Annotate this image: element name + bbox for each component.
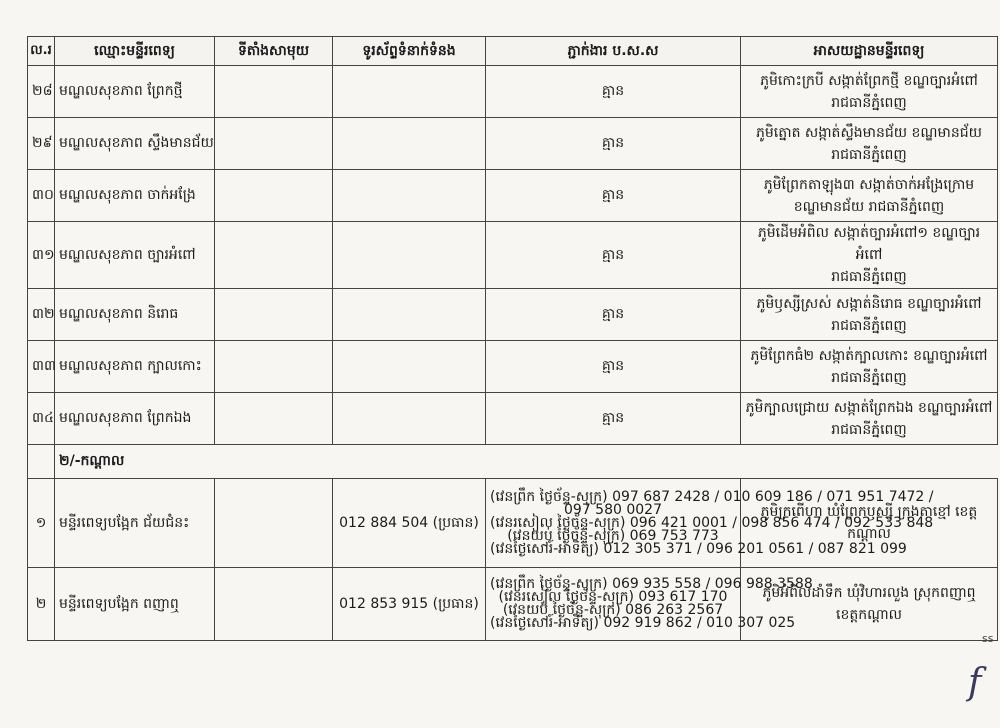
section-row [28, 445, 998, 479]
table-row [28, 479, 998, 568]
address-line: ខេត្តកណ្ដាល [836, 607, 902, 623]
table-row [28, 222, 998, 289]
address-line: ភូមិព្រែកធំ២ សង្កាត់ក្បាលកោះ ខណ្ឌច្បារអំពៅ [750, 347, 988, 364]
section-spacer [28, 445, 55, 479]
header-name: ឈ្មោះមន្ទីរពេទ្យ [55, 37, 215, 66]
address-line: ភូមិត្នោត សង្កាត់ស្ទឹងមានជ័យ ខណ្ឌមានជ័យ [756, 124, 982, 141]
hospital-name: មន្ទីរពេទ្យបង្អែក ពញាឮ [55, 568, 215, 641]
address-line: ភូមិកោះក្របី សង្កាត់ព្រែកថ្មី ខណ្ឌច្បារអំពៅ [760, 72, 978, 89]
table-row [28, 393, 998, 445]
contact-cell [333, 341, 486, 393]
hospital-name: មណ្ឌលសុខភាព ក្បាលកោះ [55, 341, 215, 393]
schedule-line: (វេនយប់ ថ្ងៃច័ន្ទ-សុក្រ) 086 263 2567 [502, 602, 724, 618]
hospital-name: មណ្ឌលសុខភាព ច្បារអំពៅ [55, 222, 215, 289]
row-number: ៣២ [28, 289, 55, 341]
schedule-cell: គ្មាន [486, 66, 741, 118]
address-line: រាជធានីភ្នំពេញ [831, 269, 907, 285]
address-cell [741, 66, 998, 118]
hospital-name: មណ្ឌលសុខភាព និរោធ [55, 289, 215, 341]
hospital-name: មណ្ឌលសុខភាព ចាក់អង្រែ [55, 170, 215, 222]
address-line: ភូមិព្រែកតាឡុង៣ សង្កាត់ចាក់អង្រែក្រោម [763, 176, 975, 193]
schedule-cell: គ្មាន [486, 118, 741, 170]
table-row [28, 568, 998, 641]
schedule-line: (វេនរសៀល ថ្ងៃច័ន្ទ-សុក្រ) 093 617 170 [498, 589, 728, 605]
row-number: ៣០ [28, 170, 55, 222]
place-cell [215, 118, 333, 170]
schedule-line: (វេនរសៀល ថ្ងៃច័ន្ទ-សុក្រ) 096 421 0001 / 098 856 474 / 092 533 848 [490, 514, 934, 531]
address-line: ភូមិឫស្សីស្រស់ សង្កាត់និរោធ ខណ្ឌច្បារអំពៅ [756, 295, 982, 312]
schedule-cell [486, 568, 813, 641]
place-cell [215, 222, 333, 289]
address-cell [741, 341, 998, 393]
address-cell [741, 393, 998, 445]
address-line: រាជធានីភ្នំពេញ [831, 94, 907, 111]
contact-cell [333, 393, 486, 445]
row-number: ២៨ [28, 66, 55, 118]
hospital-name: មន្ទីរពេទ្យបង្អែក ជ័យជំនះ [55, 479, 215, 568]
hospital-name: មណ្ឌលសុខភាព ព្រែកឯង [55, 393, 215, 445]
schedule-line: 097 580 0027 [564, 501, 662, 518]
row-number: ២៩ [28, 118, 55, 170]
header-address: អាសយដ្ឋានមន្ទីរពេទ្យ [741, 37, 998, 66]
schedule-line: (វេនព្រឹក ថ្ងៃច័ន្ទ-សុក្រ) 069 935 558 / 096 988 3588 [490, 576, 813, 592]
schedule-cell: គ្មាន [486, 222, 741, 289]
table-row [28, 341, 998, 393]
schedule-cell: គ្មាន [486, 341, 741, 393]
header-no: ល.រ [28, 37, 55, 66]
schedule-line: (វេនថ្ងៃសៅរ៍-អាទិត្យ) 092 919 862 / 010 307 025 [490, 615, 796, 631]
address-line: ភូមិក្រពើហា ឃុំព្រែកឫស្សី ក្រុងតាខ្មៅ ខេត្តកណ្ដាល [760, 504, 978, 542]
header-schedule: ភ្ជាក់ងារ ប.ស.ស [486, 37, 741, 66]
section-heading: ២/-កណ្ដាល [55, 445, 998, 479]
row-number: ៣៣ [28, 341, 55, 393]
table-row [28, 289, 998, 341]
address-line: ភូមិអំពិលដាំទឹក ឃុំវិហារលួង ស្រុកពញាឮ [762, 585, 976, 601]
address-cell [741, 118, 998, 170]
contact-cell [333, 66, 486, 118]
address-cell [741, 170, 998, 222]
margin-mark: ss [982, 632, 994, 645]
place-cell [215, 170, 333, 222]
address-line: រាជធានីភ្នំពេញ [831, 421, 907, 438]
contact-cell: 012 884 504 (ប្រធាន) [333, 479, 486, 568]
row-number: ២ [28, 568, 55, 641]
address-line: ភូមិដើមអំពិល សង្កាត់ច្បារអំពៅ១ ខណ្ឌច្បារអំពៅ [757, 225, 981, 263]
row-number: ៣៤ [28, 393, 55, 445]
handwritten-mark: f [968, 662, 982, 703]
place-cell [215, 289, 333, 341]
header-row [28, 37, 998, 66]
hospital-name: មណ្ឌលសុខភាព ព្រែកថ្មី [55, 66, 215, 118]
contact-cell [333, 170, 486, 222]
schedule-line: (វេនយប់ ថ្ងៃច័ន្ទ-សុក្រ) 069 753 773 [507, 527, 719, 544]
hospital-name: មណ្ឌលសុខភាព ស្ទឹងមានជ័យ [55, 118, 215, 170]
schedule-line: (វេនព្រឹក ថ្ងៃច័ន្ទ-សុក្រ) 097 687 2428 / 010 609 186 / 071 951 7472 / [490, 488, 934, 505]
contact-cell [333, 222, 486, 289]
row-number: ១ [28, 479, 55, 568]
contact-cell [333, 118, 486, 170]
hospital-table [27, 36, 998, 641]
address-line: ភូមិក្បាលជ្រោយ សង្កាត់ព្រែកឯង ខណ្ឌច្បារអំពៅ [745, 399, 993, 416]
table-row [28, 170, 998, 222]
schedule-line: (វេនថ្ងៃសៅរ៍-អាទិត្យ) 012 305 371 / 096 201 0561 / 087 821 099 [490, 540, 907, 557]
address-line: ខណ្ឌមានជ័យ រាជធានីភ្នំពេញ [793, 198, 945, 215]
address-cell [741, 289, 998, 341]
place-cell [215, 568, 333, 641]
header-place: ទីតាំងសាមុយ [215, 37, 333, 66]
place-cell [215, 393, 333, 445]
address-cell [741, 222, 998, 289]
address-line: រាជធានីភ្នំពេញ [831, 146, 907, 163]
address-line: រាជធានីភ្នំពេញ [831, 317, 907, 334]
contact-cell [333, 289, 486, 341]
address-line: រាជធានីភ្នំពេញ [831, 369, 907, 386]
place-cell [215, 341, 333, 393]
place-cell [215, 479, 333, 568]
schedule-cell: គ្មាន [486, 289, 741, 341]
row-number: ៣១ [28, 222, 55, 289]
header-contact: ទូរស័ព្ទទំនាក់ទំនង [333, 37, 486, 66]
table-row [28, 118, 998, 170]
schedule-cell: គ្មាន [486, 170, 741, 222]
table-row [28, 66, 998, 118]
place-cell [215, 66, 333, 118]
schedule-cell: គ្មាន [486, 393, 741, 445]
contact-cell: 012 853 915 (ប្រធាន) [333, 568, 486, 641]
